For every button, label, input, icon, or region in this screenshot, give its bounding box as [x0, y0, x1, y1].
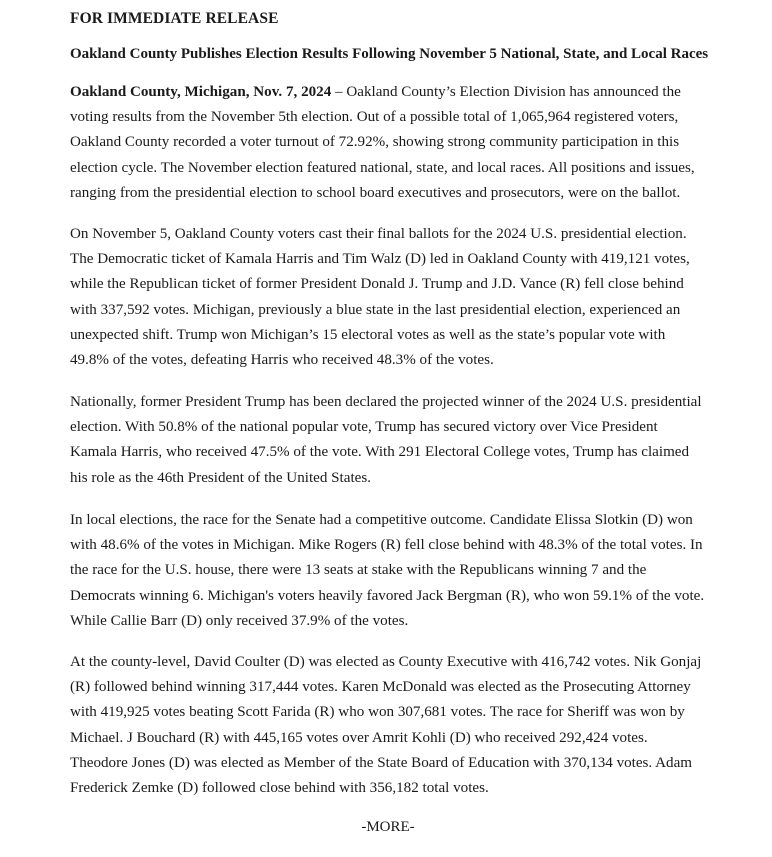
- release-label: FOR IMMEDIATE RELEASE: [70, 10, 279, 27]
- county-level-paragraph: At the county-level, David Coulter (D) was elected as County Executive with 416,742 votes. Nik Gonjaj (R) followed behind winning 317,444 votes. Karen McDonald was elected as the Prosecuting Attorney with 419,925 votes beating Scott Farida (R) who won 307,681 votes. The race for Sheriff was won by Michael. J Bouchard (R) with 445,165 votes over Amrit Kohli (D) who received 292,424 votes. Theodore Jones (D) was elected as Member of the State Board of Education with 370,134 votes. Adam Frederick Zemke (D) followed close behind with 356,182 total votes.: [70, 654, 702, 797]
- dateline: Oakland County, Michigan, Nov. 7, 2024: [70, 84, 332, 100]
- more-indicator: -MORE-: [361, 819, 415, 835]
- presidential-county-paragraph: On November 5, Oakland County voters cast their final ballots for the 2024 U.S. presidential election. The Democratic ticket of Kamala Harris and Tim Walz (D) led in Oakland County with 419,121 votes, while the Republican ticket of former President Donald J. Trump and J.D. Vance (R) fell close behind with 337,592 votes. Michigan, previously a blue state in the last presidential election, experienced an unexpected shift. Trump won Michigan’s 15 electoral votes as well as the state’s popular vote with 49.8% of the votes, defeating Harris who received 48.3% of the votes.: [70, 226, 690, 369]
- national-results-paragraph: Nationally, former President Trump has been declared the projected winner of the 2024 U.S. presidential election. With 50.8% of the national popular vote, Trump has secured victory over Vice President Kamala Harris, who received 47.5% of the vote. With 291 Electoral College votes, Trump has claimed his role as the 46th President of the United States.: [70, 394, 702, 486]
- local-elections-paragraph: In local elections, the race for the Senate had a competitive outcome. Candidate Elissa Slotkin (D) won with 48.6% of the votes in Michigan. Mike Rogers (R) fell close behind with 48.3% of the total votes. In the race for the U.S. house, there were 13 seats at stake with the Republicans winning 7 and the Democrats winning 6. Michigan's voters heavily favored Jack Bergman (R), who won 59.1% of the vote. While Callie Barr (D) only received 37.9% of the votes.: [70, 512, 705, 629]
- intro-paragraph-text: – Oakland County’s Election Division has announced the voting results from the November 5th election. Out of a possible total of 1,065,964 registered voters, Oakland County recorded a voter turnout of 72.92%, showing strong community participation in this election cycle. The November election featured national, state, and local races. All positions and issues, ranging from the presidential election to school board executives and prosecutors, were on the ballot.: [70, 84, 695, 201]
- headline: Oakland County Publishes Election Results Following November 5 National, State, and Local Races: [70, 46, 709, 62]
- intro-paragraph: [70, 80, 706, 206]
